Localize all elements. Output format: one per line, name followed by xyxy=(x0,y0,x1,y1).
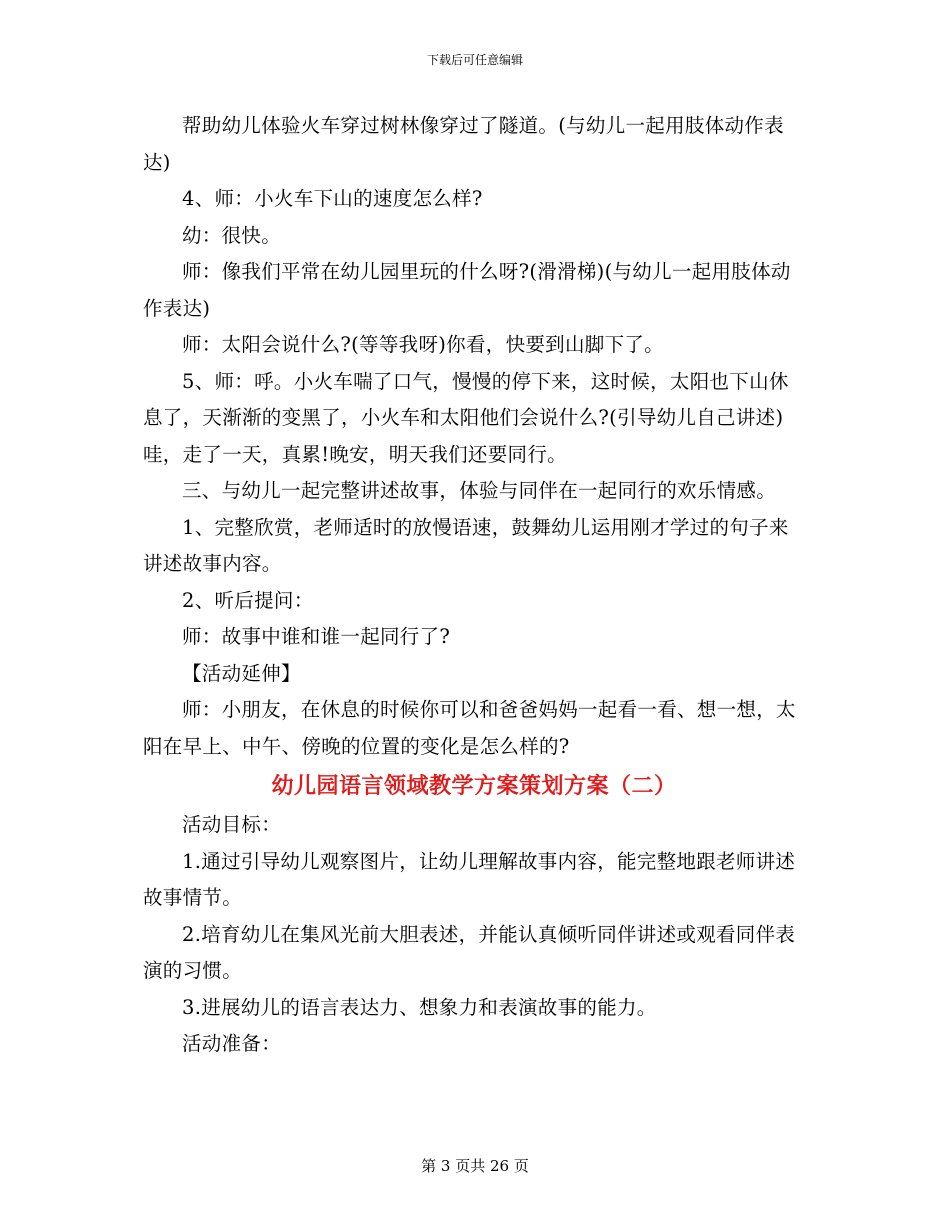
paragraph: 2.培育幼儿在集风光前大胆表述，并能认真倾听同伴讲述或观看同伴表演的习惯。 xyxy=(143,922,796,982)
document-body xyxy=(143,108,805,1063)
paragraph: 2、听后提问： xyxy=(182,588,314,612)
paragraph: 师：像我们平常在幼儿园里玩的什么呀?(滑滑梯)(与幼儿一起用肢体动作表达) xyxy=(143,260,791,320)
paragraph: 活动目标： xyxy=(182,813,282,836)
page-footer: 第 3 页共 26 页 xyxy=(421,1157,529,1175)
section-heading-extension: 【活动延伸】 xyxy=(182,661,301,685)
paragraph: 5、师：呼。小火车喘了口气，慢慢的停下来，这时候，太阳也下山休息了，天渐渐的变黑了，小火车和太阳他们会说什么?(引导幼儿自己讲述)哇，走了一天，真累!晚安，明天我们还要同行。 xyxy=(143,369,789,466)
paragraph: 活动准备： xyxy=(182,1032,282,1055)
paragraph: 师：太阳会说什么?(等等我呀)你看，快要到山脚下了。 xyxy=(182,333,664,356)
page-header: 下载后可任意编辑 xyxy=(426,53,523,67)
paragraph: 3.进展幼儿的语言表达力、想象力和表演故事的能力。 xyxy=(182,995,657,1019)
paragraph: 幼：很快。 xyxy=(182,223,282,247)
paragraph: 帮助幼儿体验火车穿过树林像穿过了隧道。(与幼儿一起用肢体动作表达) xyxy=(143,114,784,174)
paragraph: 三、与幼儿一起完整讲述故事，体验与同伴在一起同行的欢乐情感。 xyxy=(182,479,777,502)
paragraph: 1、完整欣赏，老师适时的放慢语速，鼓舞幼儿运用刚才学过的句子来讲述故事内容。 xyxy=(143,515,789,575)
section-title: 幼儿园语言领域教学方案策划方案（二） xyxy=(271,773,677,799)
paragraph: 师：故事中谁和谁一起同行了? xyxy=(182,625,451,648)
paragraph: 4、师：小火车下山的速度怎么样? xyxy=(182,187,483,210)
paragraph: 1.通过引导幼儿观察图片，让幼儿理解故事内容，能完整地跟老师讲述故事情节。 xyxy=(143,849,796,909)
paragraph: 师：小朋友，在休息的时候你可以和爸爸妈妈一起看一看、想一想，太阳在早上、中午、傍晚的位置的变化是怎么样的? xyxy=(143,698,796,758)
